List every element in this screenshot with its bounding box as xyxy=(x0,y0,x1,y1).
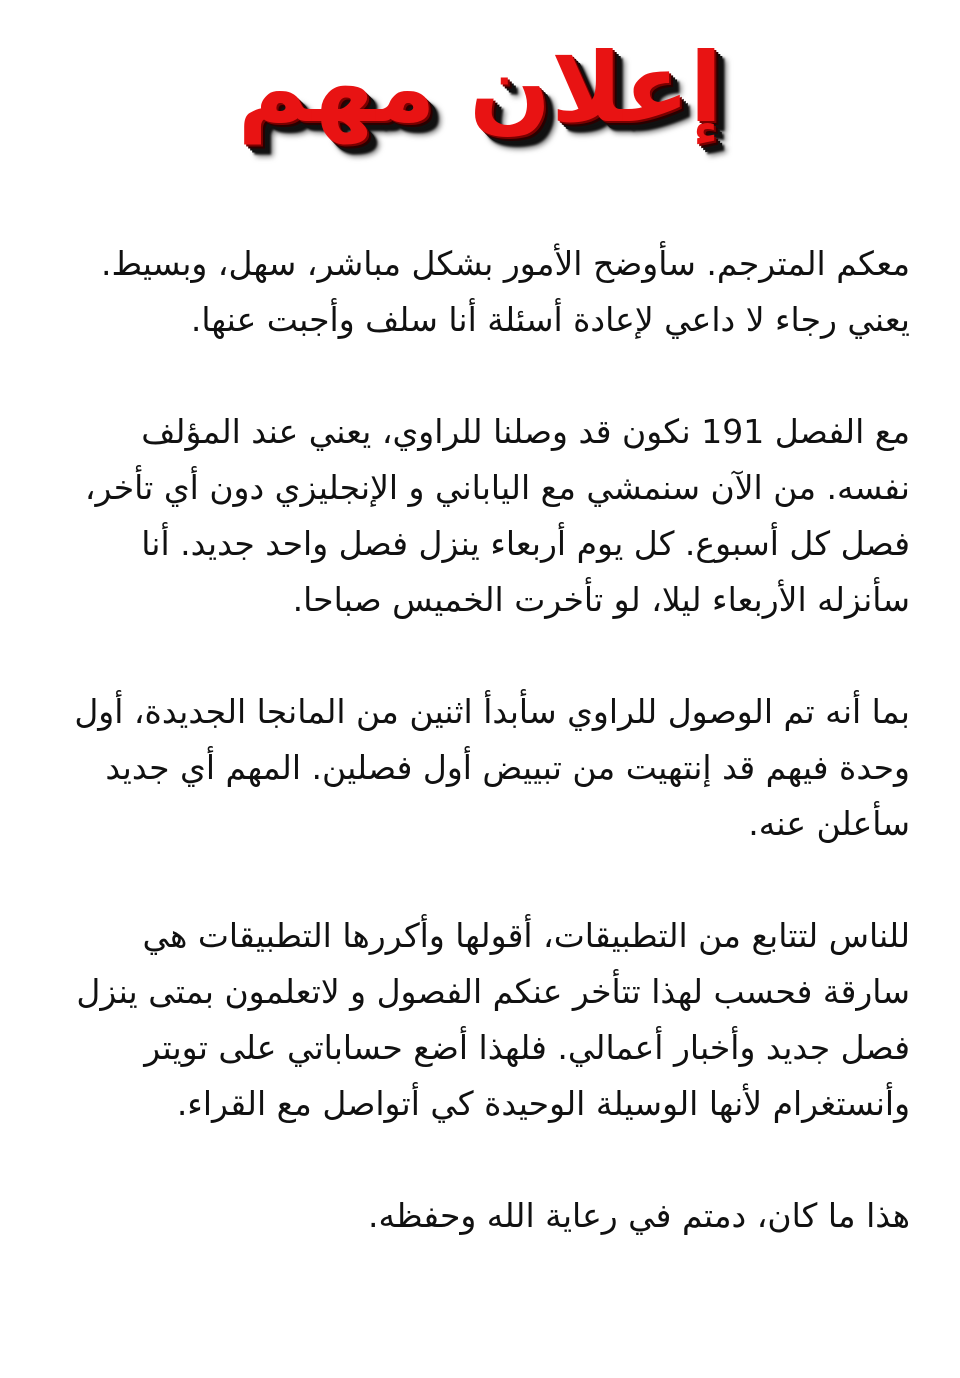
announcement-body xyxy=(48,236,910,1244)
paragraph-release-schedule: مع الفصل 191 نكون قد وصلنا للراوي، يعني عند المؤلف نفسه. من الآن سنمشي مع الياباني و الإنجليزي دون أي تأخر، فصل كل أسبوع. كل يوم أربعاء ينزل فصل واحد جديد. أنا سأنزله الأربعاء ليلا، لو تأخرت الخميس صباحا. xyxy=(84,412,910,619)
paragraph-closing: هذا ما كان، دمتم في رعاية الله وحفظه. xyxy=(368,1196,910,1235)
paragraph-new-manga: بما أنه تم الوصول للراوي سأبدأ اثنين من المانجا الجديدة، أول وحدة فيهم قد إنتهيت من تبييض أول فصلين. المهم أي جديد سأعلن عنه. xyxy=(74,692,910,843)
paragraph-translator-intro: معكم المترجم. سأوضح الأمور بشكل مباشر، سهل، وبسيط. يعني رجاء لا داعي لإعادة أسئلة أنا سلف وأجبت عنها. xyxy=(100,244,910,339)
announcement-title: إعلان مهم xyxy=(237,32,723,144)
paragraph-apps-warning: للناس لتتابع من التطبيقات، أقولها وأكررها التطبيقات هي سارقة فحسب لهذا تتأخر عنكم الفصول و لاتعلمون بمتى ينزل فصل جديد وأخبار أعمالي. فلهذا أضع حساباتي على تويتر وأنستغرام لأنها الوسيلة الوحيدة كي أتواصل مع القراء. xyxy=(76,916,910,1123)
